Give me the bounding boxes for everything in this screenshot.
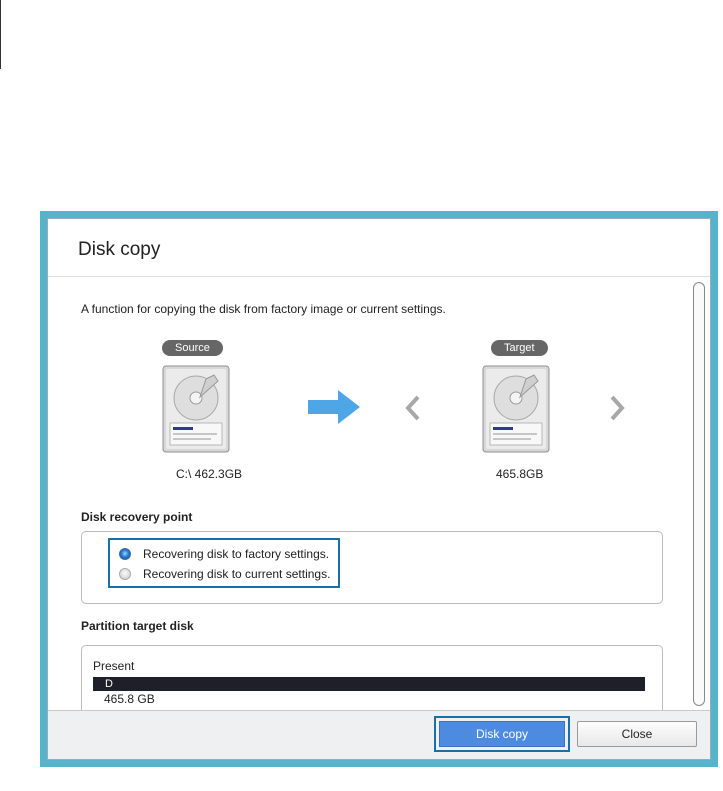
partition-present-label: Present <box>93 659 135 673</box>
target-label-pill: Target <box>491 340 548 356</box>
radio-factory-label: Recovering disk to factory settings. <box>143 547 330 561</box>
close-button[interactable]: Close <box>577 721 697 747</box>
next-target-chevron-icon[interactable] <box>608 395 626 421</box>
left-edge-line <box>0 0 1 69</box>
recovery-point-heading: Disk recovery point <box>81 510 193 524</box>
partition-size: 465.8 GB <box>104 692 155 706</box>
previous-target-chevron-icon[interactable] <box>404 395 422 421</box>
partition-group <box>81 645 663 711</box>
radio-current-settings[interactable] <box>119 565 330 583</box>
disk-copy-button[interactable]: Disk copy <box>439 721 565 747</box>
scrollbar-thumb[interactable] <box>693 282 705 706</box>
copy-direction-arrow-icon <box>308 390 360 424</box>
dialog-title: Disk copy <box>78 239 161 260</box>
radio-factory-settings[interactable] <box>119 545 329 563</box>
dialog-description: A function for copying the disk from factory image or current settings. <box>81 302 446 316</box>
radio-unselected-icon[interactable] <box>119 568 131 580</box>
disk-copy-button-focus-outline <box>434 716 570 752</box>
dialog-content <box>48 277 688 711</box>
source-disk-caption: C:\ 462.3GB <box>176 467 243 481</box>
radio-current-label: Recovering disk to current settings. <box>143 567 331 581</box>
partition-target-heading: Partition target disk <box>81 619 194 633</box>
recovery-point-group <box>81 531 663 604</box>
recovery-options-focus-outline <box>108 538 340 588</box>
target-disk-icon[interactable] <box>480 363 552 455</box>
partition-bar[interactable]: D <box>93 677 645 691</box>
source-label-pill: Source <box>162 340 223 356</box>
disk-copy-dialog <box>40 211 718 767</box>
target-disk-caption: 465.8GB <box>496 467 544 481</box>
source-disk-icon <box>160 363 232 455</box>
radio-selected-icon[interactable] <box>119 548 131 560</box>
vertical-scrollbar[interactable] <box>691 282 707 706</box>
dialog-footer <box>48 710 710 759</box>
dialog-body <box>47 218 711 760</box>
